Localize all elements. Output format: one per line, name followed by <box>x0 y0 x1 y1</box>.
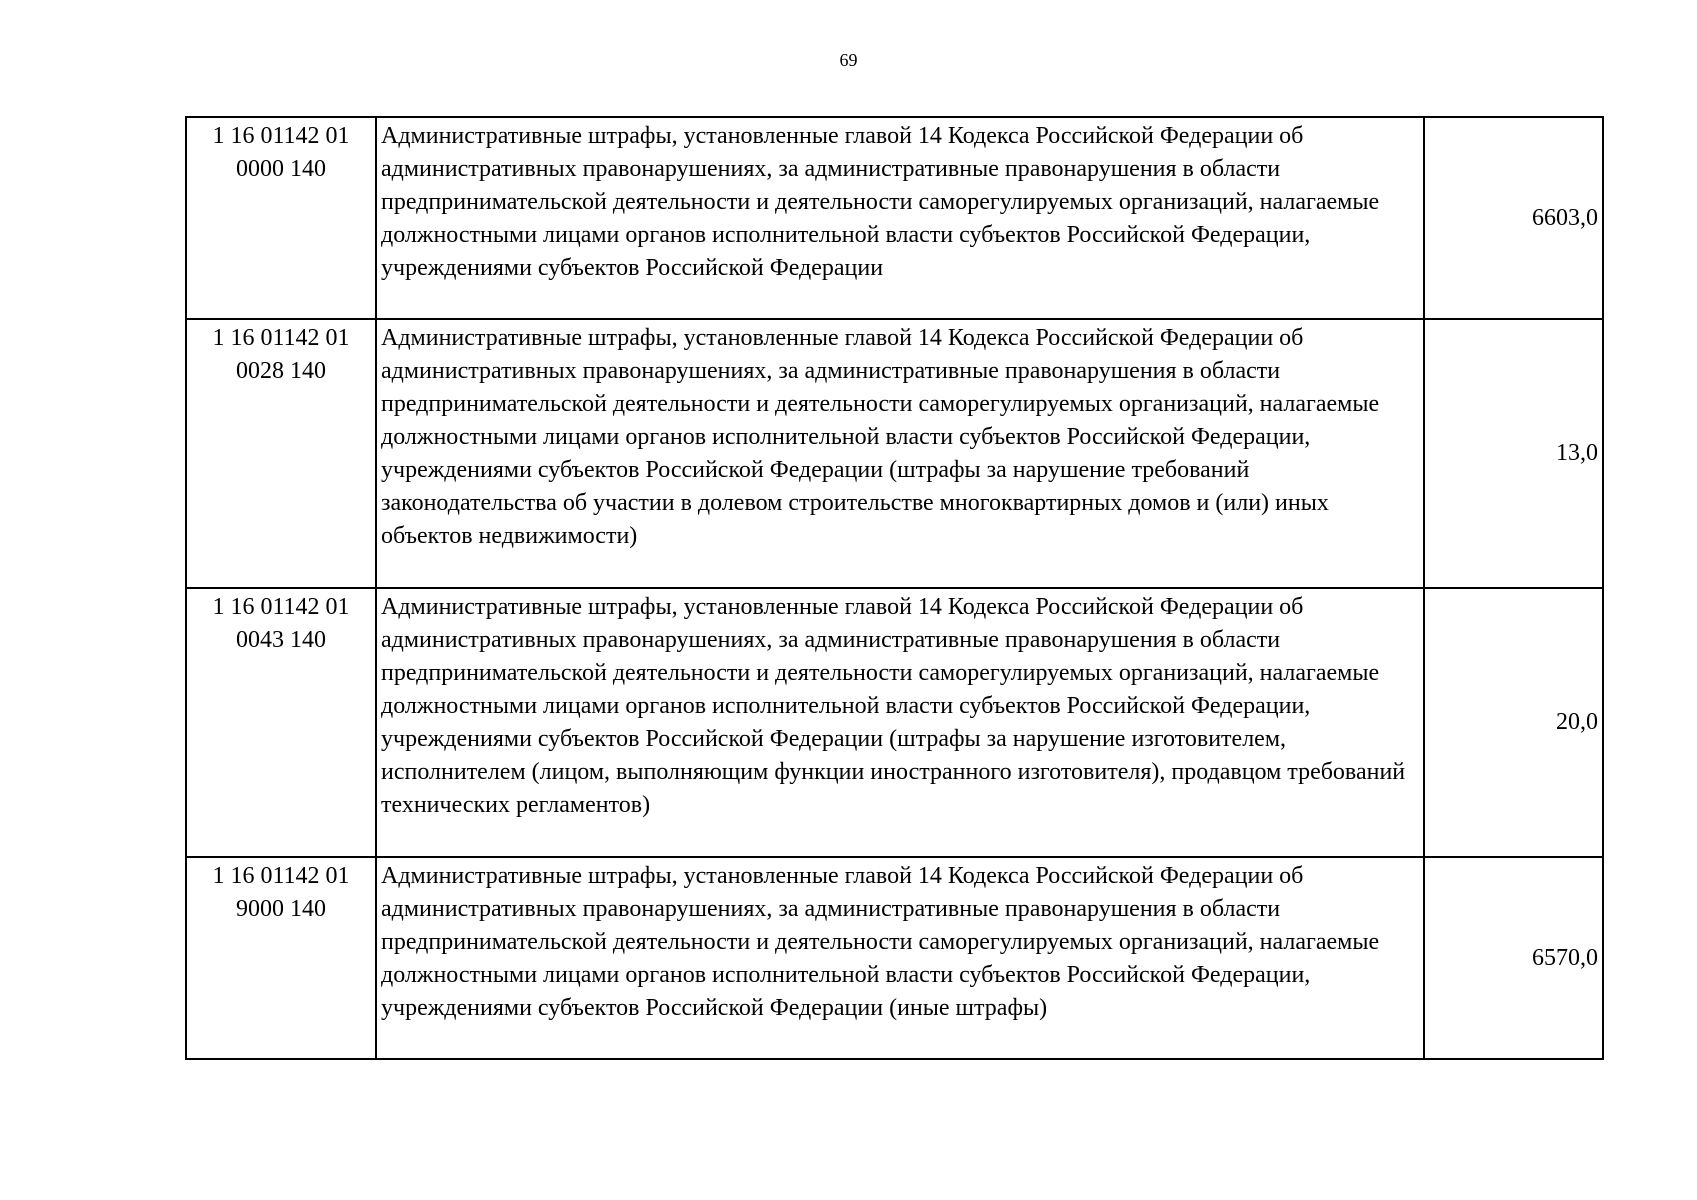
page-number: 69 <box>839 50 858 70</box>
amount-value: 20,0 <box>1424 588 1603 857</box>
classification-code: 1 16 01142 01 0043 140 <box>186 588 376 857</box>
budget-classification-table <box>185 116 1604 1060</box>
classification-code: 1 16 01142 01 0028 140 <box>186 319 376 588</box>
amount-value: 6603,0 <box>1424 117 1603 319</box>
income-description: Административные штрафы, установленные главой 14 Кодекса Российской Федерации об административных правонарушениях, за административные правонарушения в области предпринимательской деятельности и деятельности саморегулируемых организаций, налагаемые должностными лицами органов исполнительной власти субъектов Российской Федерации, учреждениями субъектов Российской Федерации <box>376 117 1424 319</box>
income-description: Административные штрафы, установленные главой 14 Кодекса Российской Федерации об административных правонарушениях, за административные правонарушения в области предпринимательской деятельности и деятельности саморегулируемых организаций, налагаемые должностными лицами органов исполнительной власти субъектов Российской Федерации, учреждениями субъектов Российской Федерации (иные штрафы) <box>376 857 1424 1059</box>
classification-code: 1 16 01142 01 0000 140 <box>186 117 376 319</box>
table-row <box>186 117 1603 319</box>
income-description: Административные штрафы, установленные главой 14 Кодекса Российской Федерации об административных правонарушениях, за административные правонарушения в области предпринимательской деятельности и деятельности саморегулируемых организаций, налагаемые должностными лицами органов исполнительной власти субъектов Российской Федерации, учреждениями субъектов Российской Федерации (штрафы за нарушение требований законодательства об участии в долевом строительстве многоквартирных домов и (или) иных объектов недвижимости) <box>376 319 1424 588</box>
classification-code: 1 16 01142 01 9000 140 <box>186 857 376 1059</box>
table-row <box>186 319 1603 588</box>
income-description: Административные штрафы, установленные главой 14 Кодекса Российской Федерации об административных правонарушениях, за административные правонарушения в области предпринимательской деятельности и деятельности саморегулируемых организаций, налагаемые должностными лицами органов исполнительной власти субъектов Российской Федерации, учреждениями субъектов Российской Федерации (штрафы за нарушение изготовителем, исполнителем (лицом, выполняющим функции иностранного изготовителя), продавцом требований технических регламентов) <box>376 588 1424 857</box>
table-row <box>186 588 1603 857</box>
amount-value: 13,0 <box>1424 319 1603 588</box>
table-row <box>186 857 1603 1059</box>
amount-value: 6570,0 <box>1424 857 1603 1059</box>
